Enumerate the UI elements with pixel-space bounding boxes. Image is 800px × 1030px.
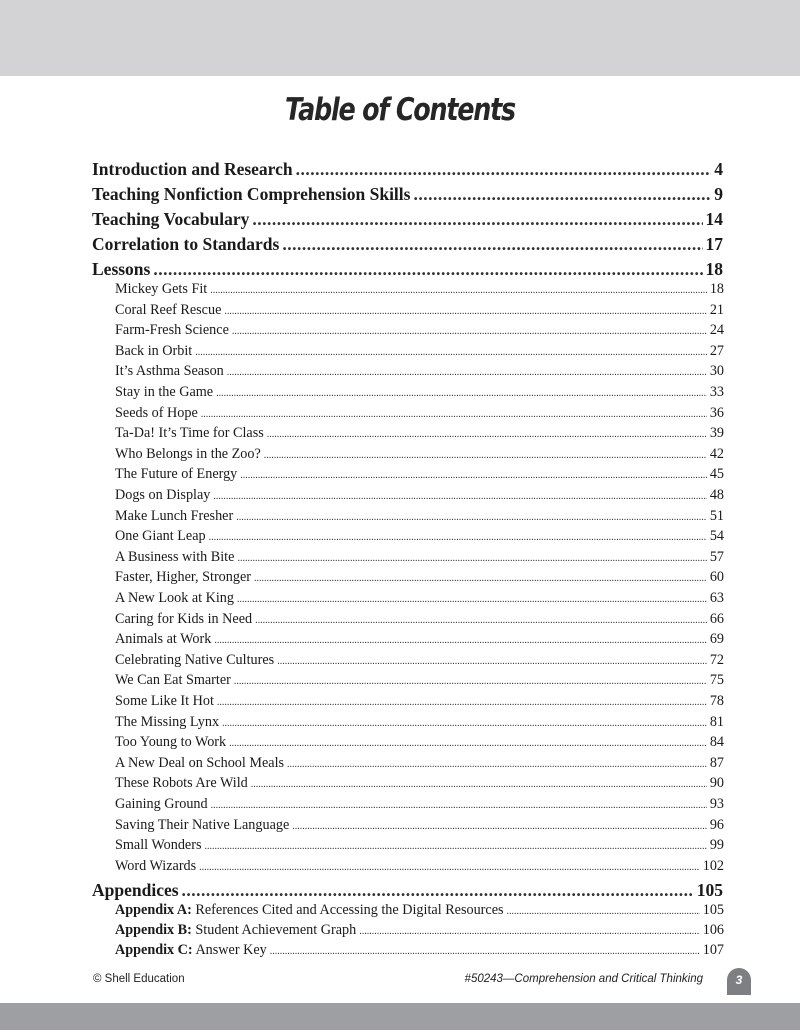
lesson-title: A New Look at King xyxy=(115,590,234,606)
appendix-label: References Cited and Accessing the Digital Resources xyxy=(195,902,504,918)
appendix-page: 107 xyxy=(702,942,724,958)
toc-section-label: Teaching Vocabulary xyxy=(92,209,250,229)
lesson-page: 84 xyxy=(709,734,724,751)
lesson-title: It’s Asthma Season xyxy=(115,363,224,380)
lesson-title: Stay in the Game xyxy=(115,384,214,400)
toc-lesson-item xyxy=(115,590,724,607)
toc-section-label: Teaching Nonfiction Comprehension Skills xyxy=(92,184,411,204)
toc-lesson-item xyxy=(115,858,724,875)
lesson-title: Farm-Fresh Science xyxy=(115,322,229,339)
toc-section-label: Introduction and Research xyxy=(92,159,293,179)
dot-leader xyxy=(211,796,707,813)
toc-section-page: 18 xyxy=(705,259,723,279)
toc-lesson-item xyxy=(115,343,724,360)
dot-leader xyxy=(201,405,707,422)
dot-leader xyxy=(359,922,700,939)
toc-lesson-item xyxy=(115,631,724,648)
dot-leader xyxy=(264,446,707,463)
appendix-prefix: Appendix C: xyxy=(115,942,193,958)
dot-leader xyxy=(182,880,694,901)
toc-lesson-item xyxy=(115,652,724,669)
lesson-title: Make Lunch Fresher xyxy=(115,507,234,524)
footer-copyright: © Shell Education xyxy=(93,973,185,985)
appendix-prefix: Appendix A: xyxy=(115,902,192,918)
dot-leader xyxy=(252,209,702,230)
lesson-page: 90 xyxy=(709,775,724,792)
lesson-title: A New Deal on School Meals xyxy=(115,754,285,771)
dot-leader xyxy=(209,528,707,545)
toc-section-vocabulary xyxy=(92,209,723,230)
dot-leader xyxy=(224,302,706,319)
dot-leader xyxy=(254,569,707,586)
lesson-page: 75 xyxy=(709,672,724,689)
toc-lesson-item xyxy=(115,693,724,710)
appendix-label: Answer Key xyxy=(195,942,267,958)
dot-leader xyxy=(292,817,707,834)
appendix-page: 106 xyxy=(702,922,724,938)
dot-leader xyxy=(282,234,702,255)
lesson-title: Seeds of Hope xyxy=(115,404,198,421)
dot-leader xyxy=(277,652,707,669)
toc-lesson-item xyxy=(115,837,724,854)
lesson-title: Saving Their Native Language xyxy=(115,816,290,833)
lesson-page: 42 xyxy=(709,445,724,462)
lesson-title: Small Wonders xyxy=(115,837,202,854)
toc-lesson-item xyxy=(115,508,724,525)
footer-band xyxy=(0,1003,800,1030)
lesson-page: 87 xyxy=(709,754,724,771)
lesson-page: 99 xyxy=(709,837,724,854)
lesson-title: Caring for Kids in Need xyxy=(115,610,253,627)
dot-leader xyxy=(234,672,707,689)
dot-leader xyxy=(216,384,707,401)
dot-leader xyxy=(222,714,707,731)
toc-lesson-item xyxy=(115,672,724,689)
lesson-page: 102 xyxy=(702,857,724,874)
lesson-title: One Giant Leap xyxy=(115,528,206,545)
lesson-title: A Business with Bite xyxy=(115,548,235,565)
page-number-badge: 3 xyxy=(727,968,751,995)
lesson-page: 81 xyxy=(709,713,724,730)
dot-leader xyxy=(195,343,707,360)
dot-leader xyxy=(199,858,700,875)
page-title: Table of Contents xyxy=(285,92,515,128)
dot-leader xyxy=(204,837,706,854)
dot-leader xyxy=(229,734,707,751)
lesson-page: 60 xyxy=(709,569,724,586)
lesson-page: 72 xyxy=(709,651,724,668)
toc-lesson-item xyxy=(115,487,724,504)
toc-section-label: Lessons xyxy=(92,259,151,279)
lesson-page: 48 xyxy=(709,487,724,503)
dot-leader xyxy=(413,184,711,205)
lesson-page: 21 xyxy=(709,301,724,318)
lesson-title: These Robots Are Wild xyxy=(115,775,248,792)
toc-appendix-c xyxy=(115,942,724,959)
lesson-page: 78 xyxy=(709,693,724,709)
footer-product-code: #50243—Comprehension and Critical Thinking xyxy=(464,973,703,985)
dot-leader xyxy=(270,942,700,959)
dot-leader xyxy=(210,281,707,298)
toc-lesson-item xyxy=(115,363,724,380)
toc-lesson-item xyxy=(115,528,724,545)
lesson-page: 36 xyxy=(709,404,724,421)
toc-appendix-a xyxy=(115,902,724,919)
toc-lesson-item xyxy=(115,611,724,628)
lesson-title: Word Wizards xyxy=(115,857,197,874)
toc-lesson-item xyxy=(115,755,724,772)
lesson-title: Faster, Higher, Stronger xyxy=(115,569,251,586)
dot-leader xyxy=(237,590,707,607)
toc-section-page: 14 xyxy=(705,209,723,229)
toc-lesson-item xyxy=(115,322,724,339)
dot-leader xyxy=(267,425,707,442)
toc-lesson-item xyxy=(115,446,724,463)
lesson-title: Dogs on Display xyxy=(115,487,211,503)
dot-leader xyxy=(251,775,707,792)
toc-lesson-item xyxy=(115,302,724,319)
lesson-page: 66 xyxy=(709,610,724,627)
lesson-title: The Missing Lynx xyxy=(115,713,220,730)
dot-leader xyxy=(240,466,707,483)
dot-leader xyxy=(507,902,700,919)
toc-section-standards xyxy=(92,234,723,255)
toc-lesson-item xyxy=(115,714,724,731)
lesson-title: Who Belongs in the Zoo? xyxy=(115,445,261,462)
lesson-title: Back in Orbit xyxy=(115,342,193,359)
toc-section-appendices xyxy=(92,880,723,901)
lesson-page: 69 xyxy=(709,631,724,648)
toc-lesson-item xyxy=(115,405,724,422)
toc-section-label: Appendices xyxy=(92,880,179,900)
dot-leader xyxy=(214,631,706,648)
appendix-label: Student Achievement Graph xyxy=(195,922,357,938)
dot-leader xyxy=(232,322,707,339)
dot-leader xyxy=(217,693,707,710)
dot-leader xyxy=(296,159,712,180)
toc-section-lessons xyxy=(92,259,723,280)
lesson-page: 63 xyxy=(709,590,724,606)
toc-section-introduction xyxy=(92,159,723,180)
toc-section-page: 105 xyxy=(696,880,723,900)
toc-lesson-item xyxy=(115,775,724,792)
lesson-page: 39 xyxy=(709,425,724,442)
lesson-page: 30 xyxy=(709,363,724,380)
toc-lesson-item xyxy=(115,281,724,298)
lesson-title: We Can Eat Smarter xyxy=(115,672,231,689)
appendix-prefix: Appendix B: xyxy=(115,922,192,938)
lesson-page: 18 xyxy=(709,281,724,297)
dot-leader xyxy=(236,508,707,525)
dot-leader xyxy=(213,487,706,504)
dot-leader xyxy=(287,755,707,772)
lesson-page: 24 xyxy=(709,322,724,339)
lesson-title: Celebrating Native Cultures xyxy=(115,651,275,668)
dot-leader xyxy=(153,259,702,280)
toc-lesson-item xyxy=(115,466,724,483)
lesson-page: 93 xyxy=(709,796,724,812)
toc-section-comprehension xyxy=(92,184,723,205)
lesson-page: 96 xyxy=(709,816,724,833)
dot-leader xyxy=(227,363,707,380)
lesson-title: Animals at Work xyxy=(115,631,212,648)
toc-lesson-item xyxy=(115,796,724,813)
appendix-page: 105 xyxy=(702,902,724,918)
lesson-title: Gaining Ground xyxy=(115,796,208,812)
lesson-title: Coral Reef Rescue xyxy=(115,301,222,318)
toc-section-page: 9 xyxy=(714,184,723,204)
toc-appendix-b xyxy=(115,922,724,939)
toc-lesson-item xyxy=(115,734,724,751)
toc-section-page: 17 xyxy=(705,234,723,254)
lesson-page: 51 xyxy=(709,507,724,524)
lesson-page: 57 xyxy=(709,548,724,565)
lesson-page: 27 xyxy=(709,342,724,359)
lesson-title: Mickey Gets Fit xyxy=(115,281,208,297)
toc-lesson-item xyxy=(115,425,724,442)
lesson-title: Ta-Da! It’s Time for Class xyxy=(115,425,264,442)
toc-lesson-item xyxy=(115,817,724,834)
toc-lesson-item xyxy=(115,384,724,401)
toc-lesson-item xyxy=(115,549,724,566)
toc-lesson-item xyxy=(115,569,724,586)
dot-leader xyxy=(237,549,706,566)
lesson-title: Some Like It Hot xyxy=(115,693,214,709)
lesson-title: Too Young to Work xyxy=(115,734,227,751)
toc-section-label: Correlation to Standards xyxy=(92,234,280,254)
lesson-page: 33 xyxy=(709,384,724,400)
dot-leader xyxy=(255,611,707,628)
lesson-page: 45 xyxy=(709,466,724,483)
toc-section-page: 4 xyxy=(714,159,723,179)
lesson-title: The Future of Energy xyxy=(115,466,238,483)
lesson-page: 54 xyxy=(709,528,724,545)
